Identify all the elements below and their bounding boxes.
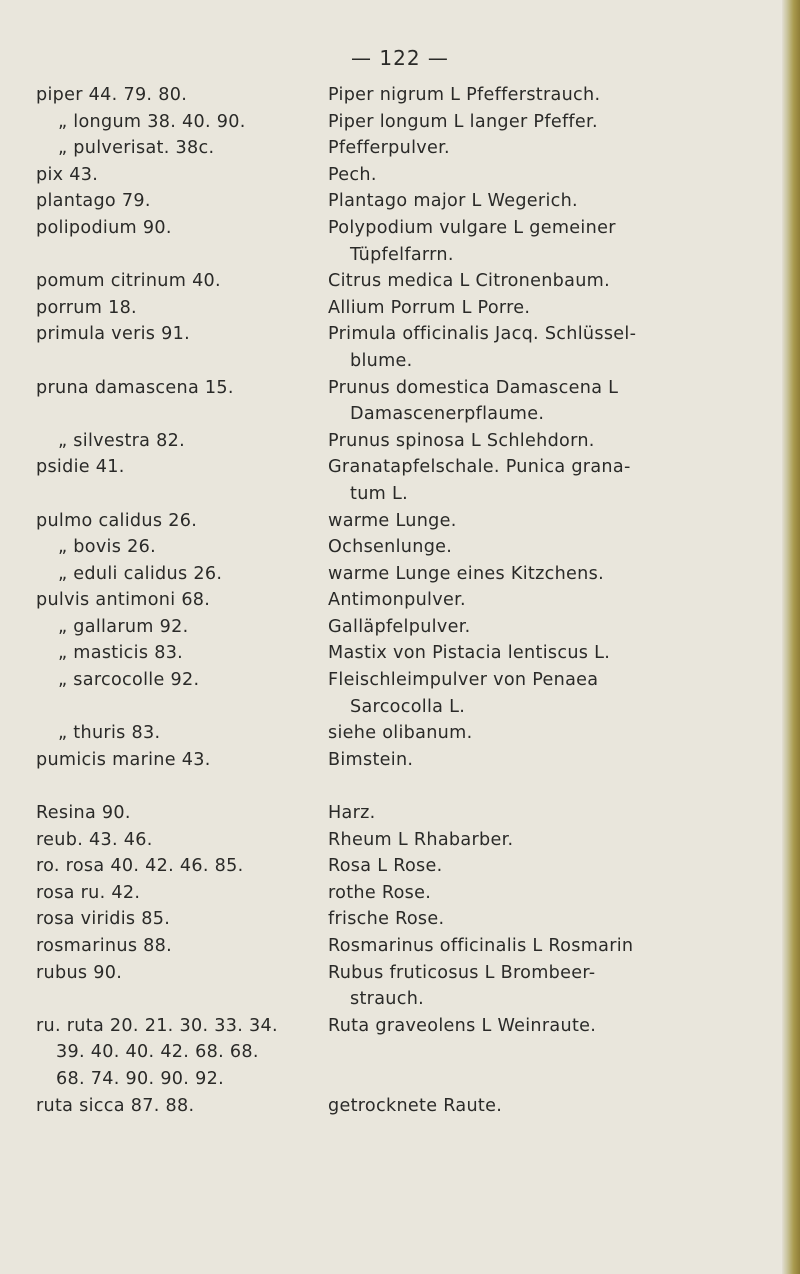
entry-line: „ pulverisat. 38c. [58, 138, 215, 159]
translation-line: blume. [350, 350, 413, 371]
entry-line: ruta sicca 87. 88. [36, 1095, 195, 1116]
translation-line [328, 1066, 788, 1093]
entry-line: piper 44. 79. 80. [36, 85, 188, 105]
entry-line: reub. 43. 46. [36, 829, 153, 850]
entry-line: polipodium 90. [36, 217, 172, 238]
entry-line [36, 773, 326, 800]
entry-line: rosmarinus 88. [36, 936, 173, 956]
translation-line: Rosa L Rose. [328, 856, 443, 877]
entry-line [36, 986, 326, 1013]
translation-line: Polypodium vulgare L gemeiner [328, 217, 616, 238]
latin-terms-column [36, 82, 326, 1119]
entry-line: pulvis antimoni 68. [36, 590, 211, 611]
entry-line [36, 348, 326, 375]
translation-line: Ochsenlunge. [328, 537, 453, 558]
entry-line: „ gallarum 92. [58, 616, 189, 637]
translation-line: Rheum L Rhabarber. [328, 829, 514, 850]
translation-line: Pech. [328, 164, 377, 185]
entry-line [36, 401, 326, 428]
entry-line: 39. 40. 40. 42. 68. 68. [56, 1042, 259, 1063]
translation-line: frische Rose. [328, 909, 445, 930]
entry-line: „ masticis 83. [58, 643, 184, 664]
entry-line: rubus 90. [36, 962, 123, 983]
entry-line: „ thuris 83. [58, 723, 161, 744]
translation-line [328, 773, 788, 800]
translation-line: Sarcocolla L. [350, 696, 466, 717]
page-number: — 122 — [351, 46, 449, 70]
entry-line: porrum 18. [36, 297, 137, 318]
translation-line: Plantago major L Wegerich. [328, 191, 578, 212]
entry-line: rosa viridis 85. [36, 909, 171, 930]
translation-line: rothe Rose. [328, 882, 432, 903]
translation-line: Granatapfelschale. Punica grana- [328, 457, 631, 478]
entry-line: primula veris 91. [36, 324, 191, 345]
translation-line: Ruta graveolens L Weinraute. [328, 1015, 597, 1036]
entry-line: psidie 41. [36, 457, 125, 478]
entry-line: Resina 90. [36, 803, 131, 824]
entry-line: „ eduli calidus 26. [58, 563, 223, 584]
translation-line: warme Lunge. [328, 510, 457, 531]
translation-line: strauch. [350, 989, 425, 1010]
translation-line: tum L. [350, 483, 408, 504]
entry-line: „ longum 38. 40. 90. [58, 111, 246, 132]
translation-line: Allium Porrum L Porre. [328, 297, 531, 318]
translation-line: Damascenerpflaume. [350, 404, 545, 425]
entry-line: „ silvestra 82. [58, 430, 186, 451]
translation-line: Rubus fruticosus L Brombeer- [328, 962, 596, 983]
translation-line: Pfefferpulver. [328, 138, 450, 159]
entry-line [36, 481, 326, 508]
entry-line: rosa ru. 42. [36, 882, 141, 903]
translation-line: getrocknete Raute. [328, 1095, 503, 1116]
entry-line: plantago 79. [36, 191, 151, 212]
translation-line: warme Lunge eines Kitzchens. [328, 563, 604, 584]
translation-line [328, 1039, 788, 1066]
translation-line: Rosmarinus officinalis L Rosmarin [328, 936, 634, 956]
translation-line: Tüpfelfarrn. [350, 244, 454, 265]
translation-line: Antimonpulver. [328, 590, 466, 611]
translation-line: Bimstein. [328, 749, 414, 770]
entry-line: pomum citrinum 40. [36, 271, 221, 292]
translation-line: Piper nigrum L Pfefferstrauch. [328, 85, 601, 105]
translation-line: Mastix von Pistacia lentiscus L. [328, 643, 611, 664]
entry-line: „ sarcocolle 92. [58, 670, 200, 691]
translation-line: Prunus spinosa L Schlehdorn. [328, 430, 595, 451]
translation-line: Galläpfelpulver. [328, 616, 471, 637]
translation-line: Harz. [328, 803, 376, 824]
entry-line: pumicis marine 43. [36, 749, 211, 770]
entry-line: ro. rosa 40. 42. 46. 85. [36, 856, 244, 877]
translation-line: siehe olibanum. [328, 723, 473, 744]
entry-line: „ bovis 26. [58, 537, 156, 558]
german-translations-column [328, 82, 788, 1119]
entry-line: pruna damascena 15. [36, 377, 234, 398]
entry-line [36, 242, 326, 269]
entry-line: pix 43. [36, 164, 99, 185]
translation-line: Primula officinalis Jacq. Schlüssel- [328, 324, 637, 345]
translation-line: Citrus medica L Citronenbaum. [328, 271, 611, 292]
entry-line [36, 694, 326, 721]
entry-line: pulmo calidus 26. [36, 510, 198, 531]
translation-line: Prunus domestica Damascena L [328, 377, 619, 398]
entry-line: ru. ruta 20. 21. 30. 33. 34. [36, 1015, 278, 1036]
translation-line: Fleischleimpulver von Penaea [328, 670, 599, 691]
translation-line: Piper longum L langer Pfeffer. [328, 111, 598, 132]
entry-line: 68. 74. 90. 90. 92. [56, 1068, 224, 1089]
